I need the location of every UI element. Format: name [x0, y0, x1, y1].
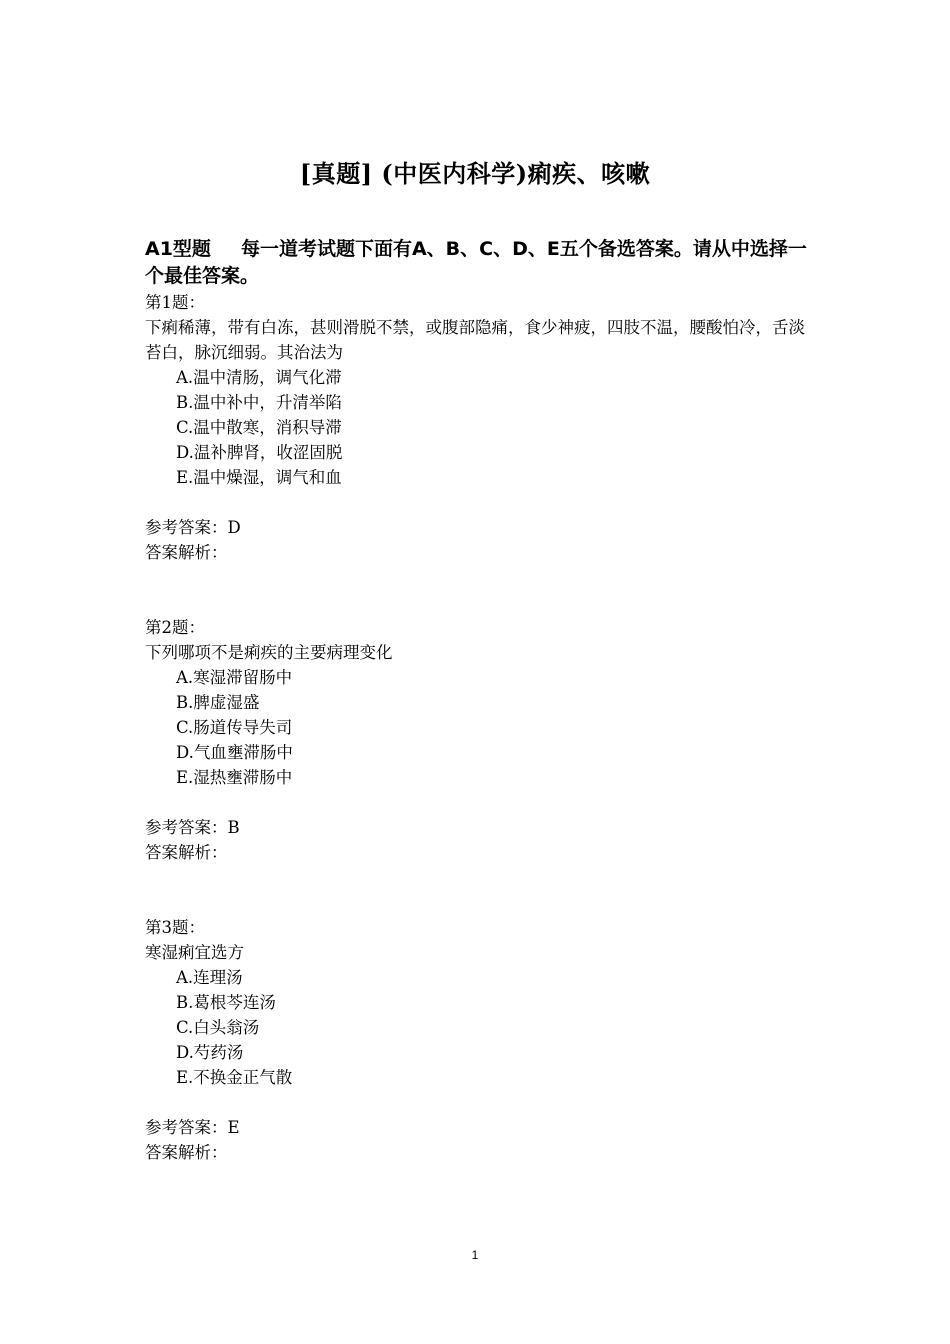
- question-number: 第2题：: [145, 618, 205, 637]
- option-c: C.温中散寒，消积导滞: [176, 418, 342, 437]
- option-a: A.温中清肠，调气化滞: [176, 368, 342, 387]
- answer-analysis: 答案解析：: [145, 1143, 228, 1162]
- answer-analysis: 答案解析：: [145, 843, 228, 862]
- question-stem: 下痢稀薄，带有白冻，甚则滑脱不禁，或腹部隐痛，食少神疲，四肢不温，腰酸怕冷，舌淡苔白，脉沉细弱。其治法为: [145, 318, 805, 362]
- option-d: D.温补脾肾，收涩固脱: [176, 443, 343, 462]
- option-c: C.白头翁汤: [176, 1018, 260, 1037]
- option-c: C.肠道传导失司: [176, 718, 293, 737]
- option-d: D.芍药汤: [176, 1043, 244, 1062]
- section-tag: A1型题: [145, 238, 211, 260]
- document-title: [真题] (中医内科学)痢疾、咳嗽: [299, 159, 651, 188]
- question-number: 第3题：: [145, 918, 205, 937]
- question-stem: 下列哪项不是痢疾的主要病理变化: [145, 643, 393, 662]
- option-a: A.连理汤: [176, 968, 243, 987]
- question-list: [145, 290, 815, 1165]
- option-e: E.不换金正气散: [176, 1068, 293, 1087]
- answer-analysis: 答案解析：: [145, 543, 228, 562]
- option-b: B.温中补中，升清举陷: [176, 393, 342, 412]
- question-1: [145, 290, 815, 565]
- question-stem: 寒湿痢宜选方: [145, 943, 244, 962]
- option-d: D.气血壅滞肠中: [176, 743, 293, 762]
- option-e: E.湿热壅滞肠中: [176, 768, 293, 787]
- option-a: A.寒湿滞留肠中: [176, 668, 293, 687]
- question-3: [145, 915, 815, 1165]
- option-b: B.葛根芩连汤: [176, 993, 276, 1012]
- page-number: 1: [471, 1248, 479, 1262]
- section-heading: [145, 236, 815, 290]
- reference-answer: 参考答案：B: [145, 818, 240, 837]
- question-number: 第1题：: [145, 293, 205, 312]
- option-e: E.温中燥湿，调气和血: [176, 468, 342, 487]
- reference-answer: 参考答案：E: [145, 1118, 240, 1137]
- section-instruction: 每一道考试题下面有A、B、C、D、E五个备选答案。请从中选择一个最佳答案。: [145, 238, 807, 287]
- question-2: [145, 615, 815, 865]
- option-b: B.脾虚湿盛: [176, 693, 260, 712]
- reference-answer: 参考答案：D: [145, 518, 241, 537]
